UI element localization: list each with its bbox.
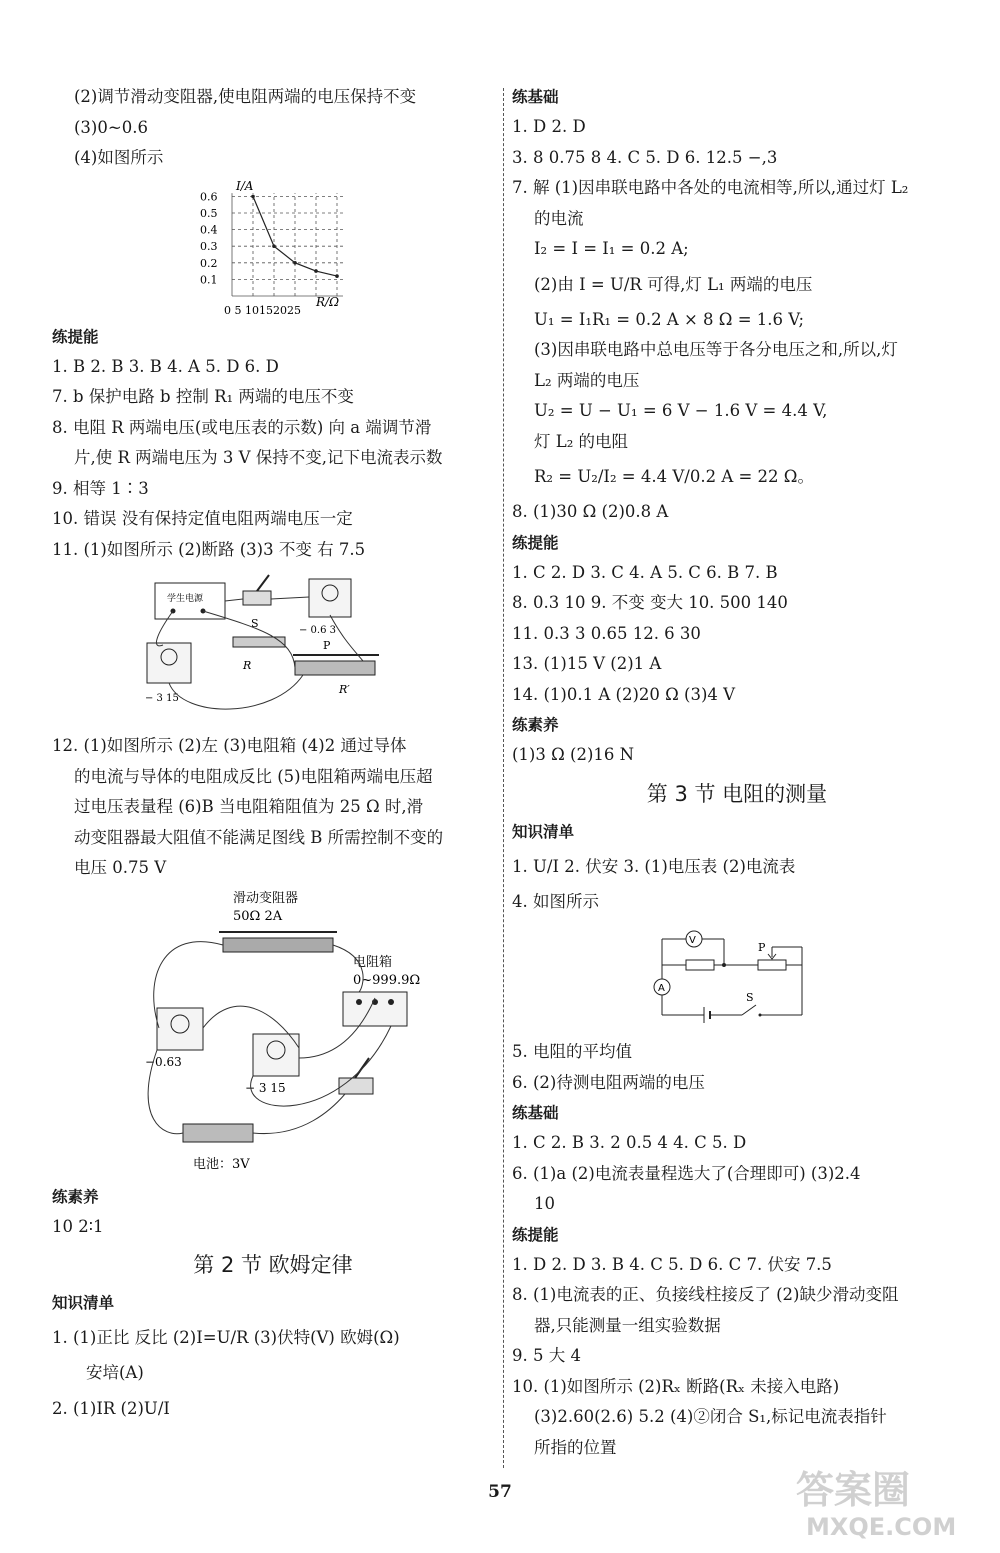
voltmeter-range-2: − 3 15 (245, 1080, 286, 1095)
answer-line: 动变阻器最大阻值不能满足图线 B 所需控制不变的 (74, 827, 444, 847)
answer-line: 9. 相等 1∶3 (52, 478, 149, 498)
graph-point (293, 261, 297, 265)
current-resistance-graph (198, 178, 348, 318)
graph-xlabel: R/Ω (316, 294, 340, 309)
answer-line: 10 (534, 1194, 555, 1213)
ammeter-range-2: −0.63 (145, 1054, 182, 1069)
resistance-box-label: 电阻箱 (353, 954, 393, 970)
answer-line: 的电流 (534, 208, 584, 228)
graph-ytick: 0.4 (200, 223, 218, 237)
resistance-box-range: 0~999.9Ω (353, 972, 421, 988)
answer-line: 8. (1)30 Ω (2)0.8 A (512, 502, 669, 521)
switch-label: S (251, 617, 259, 630)
answer-line: (3)0~0.6 (74, 117, 148, 137)
answer-line: I₂ = I = I₁ = 0.2 A; (534, 239, 689, 258)
answer-line: R₂ = U₂/I₂ = 4.4 V/0.2 A = 22 Ω。 (534, 467, 814, 486)
section-heading: 练基础 (512, 1104, 559, 1122)
watermark-logo (786, 1461, 986, 1541)
answer-line: L₂ 两端的电压 (534, 370, 640, 390)
experiment-circuit-figure-1 (143, 569, 403, 727)
answer-line: 7. 解 (1)因串联电路中各处的电流相等,所以,通过灯 L₂ (512, 178, 909, 197)
graph-ytick: 0.2 (200, 256, 218, 270)
answer-line: U₁ = I₁R₁ = 0.2 A × 8 Ω = 1.6 V; (534, 309, 805, 329)
ammeter-range: − 0.6 3 (299, 625, 337, 636)
watermark-top: 答案圈 (796, 1468, 911, 1512)
answer-line: 6. (1)a (2)电流表量程选大了(合理即可) (3)2.4 (512, 1163, 861, 1183)
answer-line: U₂ = U − U₁ = 6 V − 1.6 V = 4.4 V, (534, 401, 828, 420)
graph-point (272, 244, 276, 248)
answer-line: (3)2.60(2.6) 5.2 (4)②闭合 S₁,标记电流表指针 (534, 1407, 887, 1426)
answer-line: 12. (1)如图所示 (2)左 (3)电阻箱 (4)2 通过导体 (52, 736, 407, 755)
graph-point (314, 269, 318, 273)
answer-line: 10. 错误 没有保持定值电阻两端电压一定 (52, 509, 353, 528)
right-column (512, 82, 962, 1463)
answer-line: 10 2∶1 (52, 1216, 104, 1236)
answer-line: 11. (1)如图所示 (2)断路 (3)3 不变 右 7.5 (52, 539, 366, 559)
section-heading: 练提能 (512, 533, 559, 552)
power-supply-label: 学生电源 (167, 594, 204, 604)
graph-xticks: 0 5 10152025 (224, 303, 301, 317)
answer-line: 1. U/I 2. 伏安 3. (1)电压表 (2)电流表 (512, 856, 796, 876)
answer-line: 10. (1)如图所示 (2)Rₓ 断路(Rₓ 未接入电路) (512, 1376, 840, 1396)
answer-line: (3)因串联电路中总电压等于各分电压之和,所以,灯 (534, 340, 898, 359)
answer-line: 9. 5 大 4 (512, 1346, 581, 1365)
section-heading: 练基础 (512, 88, 559, 106)
answer-line: 5. 电阻的平均值 (512, 1042, 632, 1061)
voltammetry-circuit-diagram (652, 921, 822, 1033)
answer-line: 1. C 2. B 3. 2 0.5 4 4. C 5. D (512, 1133, 747, 1152)
rheostat-spec: 50Ω 2A (233, 908, 283, 924)
graph-ylabel: I/A (236, 178, 254, 193)
column-divider (503, 88, 504, 1468)
answer-line: (1)3 Ω (2)16 N (512, 745, 635, 764)
circuit-a-label: A (658, 983, 665, 994)
section-heading: 知识清单 (52, 1294, 115, 1312)
circuit-s-label: S (746, 991, 754, 1004)
section-heading: 练提能 (512, 1225, 559, 1244)
slider-p-label: P (323, 639, 331, 652)
section-heading: 知识清单 (512, 822, 575, 841)
answer-line: 灯 L₂ 的电阻 (534, 431, 629, 451)
answer-line: 13. (1)15 V (2)1 A (512, 654, 662, 673)
section-heading: 练提能 (52, 327, 99, 346)
graph-ytick: 0.5 (200, 206, 218, 220)
answer-line: 1. (1)正比 反比 (2)I=U/R (3)伏特(V) 欧姆(Ω) (52, 1328, 400, 1347)
graph-ytick: 0.3 (200, 239, 218, 253)
graph-ytick: 0.6 (200, 189, 218, 203)
circuit-v-label: V (689, 935, 696, 946)
resistor-label: R (243, 659, 252, 672)
circuit-p-label: P (758, 941, 766, 954)
answer-line: (2)调节滑动变阻器,使电阻两端的电压保持不变 (74, 87, 417, 106)
answer-line: 8. 0.3 10 9. 不变 变大 10. 500 140 (512, 593, 788, 612)
answer-line: 片,使 R 两端电压为 3 V 保持不变,记下电流表示数 (74, 448, 443, 467)
answer-line: 所指的位置 (534, 1437, 617, 1457)
experiment-circuit-figure-2 (123, 888, 423, 1178)
section-title: 第 3 节 电阻的测量 (646, 781, 828, 806)
battery-label: 电池：3V (193, 1156, 250, 1172)
watermark-bottom: MXQE.COM (806, 1513, 957, 1541)
answer-line: 的电流与导体的电阻成反比 (5)电阻箱两端电压超 (74, 766, 433, 786)
section-heading: 练素养 (52, 1187, 99, 1206)
answer-line: 1. D 2. D 3. B 4. C 5. D 6. C 7. 伏安 7.5 (512, 1254, 832, 1274)
section-heading: 练素养 (512, 716, 559, 734)
answer-line: 过电压表量程 (6)B 当电阻箱阻值为 25 Ω 时,滑 (74, 797, 424, 816)
answer-line: (2)由 I = U/R 可得,灯 L₁ 两端的电压 (534, 274, 813, 294)
answer-line: 1. B 2. B 3. B 4. A 5. D 6. D (52, 356, 279, 376)
graph-ytick: 0.1 (200, 272, 218, 286)
answer-line: 1. C 2. D 3. C 4. A 5. C 6. B 7. B (512, 562, 778, 582)
answer-line: 器,只能测量一组实验数据 (534, 1315, 721, 1335)
page-number: 57 (488, 1482, 512, 1502)
answer-line: 2. (1)IR (2)U/I (52, 1398, 170, 1418)
answer-line: 3. 8 0.75 8 4. C 5. D 6. 12.5 −,3 (512, 147, 778, 167)
answer-line: 1. D 2. D (512, 117, 586, 136)
answer-line: 8. 电阻 R 两端电压(或电压表的示数) 向 a 端调节滑 (52, 417, 432, 437)
answer-line: 11. 0.3 3 0.65 12. 6 30 (512, 623, 701, 643)
answer-line: 7. b 保护电路 b 控制 R₁ 两端的电压不变 (52, 387, 354, 406)
left-column (52, 82, 494, 1429)
answer-line: 8. (1)电流表的正、负接线柱接反了 (2)缺少滑动变阻 (512, 1285, 899, 1304)
answer-line: 电压 0.75 V (74, 858, 167, 877)
graph-point (251, 194, 255, 198)
section-title: 第 2 节 欧姆定律 (193, 1253, 353, 1277)
answer-line: (4)如图所示 (74, 148, 164, 167)
rheostat-label: R′ (339, 683, 350, 696)
answer-line: 安培(A) (86, 1363, 144, 1382)
answer-line: 14. (1)0.1 A (2)20 Ω (3)4 V (512, 684, 736, 704)
answer-line: 4. 如图所示 (512, 891, 599, 911)
voltmeter-range: − 3 15 (145, 693, 179, 704)
answer-line: 6. (2)待测电阻两端的电压 (512, 1072, 705, 1092)
graph-point (335, 274, 339, 278)
rheostat-title: 滑动变阻器 (233, 890, 299, 906)
